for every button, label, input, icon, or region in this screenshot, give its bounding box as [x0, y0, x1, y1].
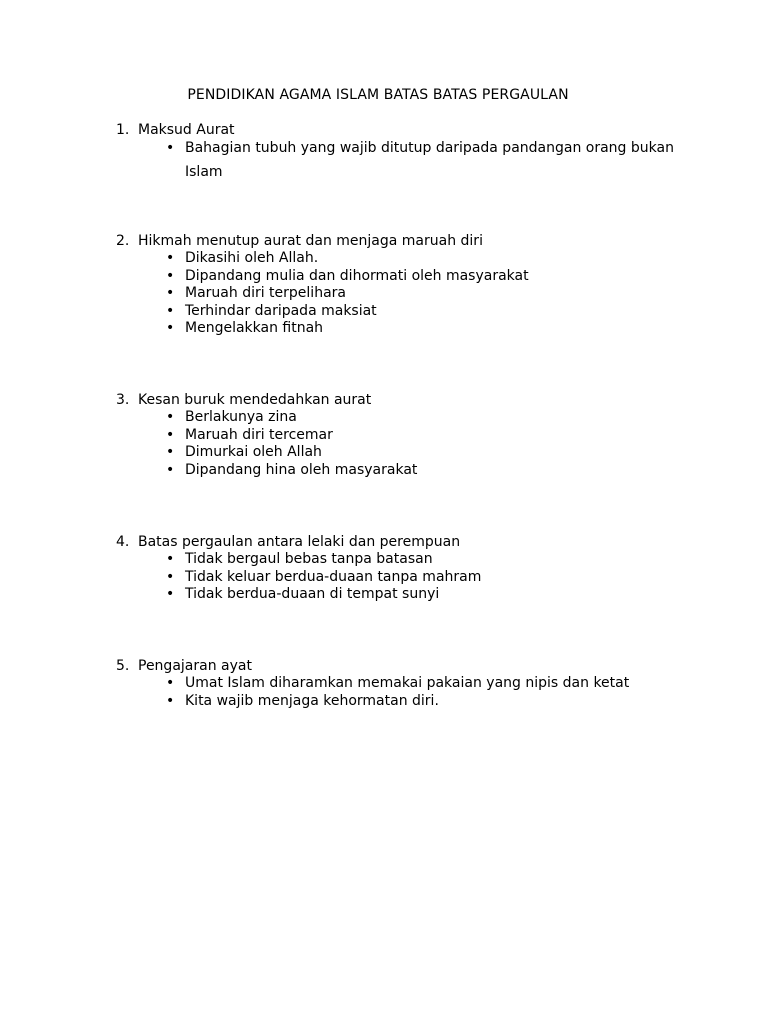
list-item [116, 427, 676, 445]
bullet-icon: • [166, 551, 175, 567]
section-number: 2. [116, 233, 130, 249]
bullet-icon: • [166, 675, 175, 691]
section-number: 1. [116, 122, 130, 138]
list-item [116, 303, 676, 321]
list-item-text: Dipandang mulia dan dihormati oleh masyarakat [185, 267, 529, 284]
section-hikmah [116, 233, 676, 338]
bullet-list [116, 675, 676, 710]
section-heading-text: Kesan buruk mendedahkan aurat [138, 392, 372, 408]
bullet-icon: • [166, 285, 175, 301]
section-pengajaran-ayat [116, 658, 676, 710]
list-item [116, 136, 676, 184]
list-item [116, 586, 676, 604]
bullet-icon: • [166, 250, 175, 266]
bullet-icon: • [166, 267, 175, 284]
list-item-text: Tidak berdua-duaan di tempat sunyi [185, 586, 440, 602]
list-item-text: Umat Islam diharamkan memakai pakaian yang nipis dan ketat [185, 675, 630, 691]
bullet-list [116, 250, 676, 338]
list-item-text: Maruah diri terpelihara [185, 285, 346, 301]
section-number: 4. [116, 534, 130, 550]
section-heading [116, 233, 676, 250]
bullet-icon: • [166, 461, 175, 478]
list-item [116, 268, 676, 286]
bullet-icon: • [166, 692, 175, 709]
list-item-text: Berlakunya zina [185, 409, 297, 425]
bullet-icon: • [166, 444, 175, 460]
bullet-icon: • [166, 302, 175, 319]
list-item [116, 250, 676, 268]
list-item [116, 320, 676, 338]
section-kesan-buruk [116, 392, 676, 479]
section-heading [116, 392, 676, 409]
section-batas-pergaulan [116, 534, 676, 604]
bullet-icon: • [166, 140, 175, 156]
list-item [116, 462, 676, 480]
section-maksud-aurat [116, 122, 676, 184]
section-heading-text: Hikmah menutup aurat dan menjaga maruah diri [138, 233, 483, 249]
list-item-text: Bahagian tubuh yang wajib ditutup daripada pandangan orang bukan Islam [185, 140, 674, 180]
list-item-text: Dimurkai oleh Allah [185, 444, 322, 460]
bullet-icon: • [166, 409, 175, 425]
section-number: 5. [116, 658, 130, 674]
section-heading-text: Batas pergaulan antara lelaki dan perempuan [138, 534, 461, 550]
section-number: 3. [116, 392, 130, 408]
bullet-icon: • [166, 568, 175, 585]
list-item-text: Kita wajib menjaga kehormatan diri. [185, 692, 439, 709]
list-item [116, 551, 676, 569]
section-heading [116, 658, 676, 675]
list-item-text: Dikasihi oleh Allah. [185, 250, 319, 266]
list-item-text: Mengelakkan fitnah [185, 320, 324, 336]
list-item [116, 693, 676, 711]
bullet-icon: • [166, 426, 175, 443]
list-item [116, 285, 676, 303]
list-item [116, 675, 676, 693]
list-item-text: Dipandang hina oleh masyarakat [185, 461, 418, 478]
list-item-text: Tidak keluar berdua-duaan tanpa mahram [185, 568, 482, 585]
page-title: PENDIDIKAN AGAMA ISLAM BATAS BATAS PERGAULAN [187, 87, 569, 103]
bullet-icon: • [166, 586, 175, 602]
list-item-text: Terhindar daripada maksiat [185, 302, 377, 319]
list-item [116, 409, 676, 427]
list-item [116, 444, 676, 462]
section-heading-text: Pengajaran ayat [138, 658, 252, 674]
section-heading [116, 534, 676, 551]
bullet-icon: • [166, 320, 175, 336]
list-item [116, 569, 676, 587]
bullet-list [116, 551, 676, 604]
bullet-list [116, 136, 676, 184]
list-item-text: Maruah diri tercemar [185, 426, 333, 443]
bullet-list [116, 409, 676, 479]
list-item-text: Tidak bergaul bebas tanpa batasan [185, 551, 433, 567]
section-heading-text: Maksud Aurat [138, 122, 235, 138]
